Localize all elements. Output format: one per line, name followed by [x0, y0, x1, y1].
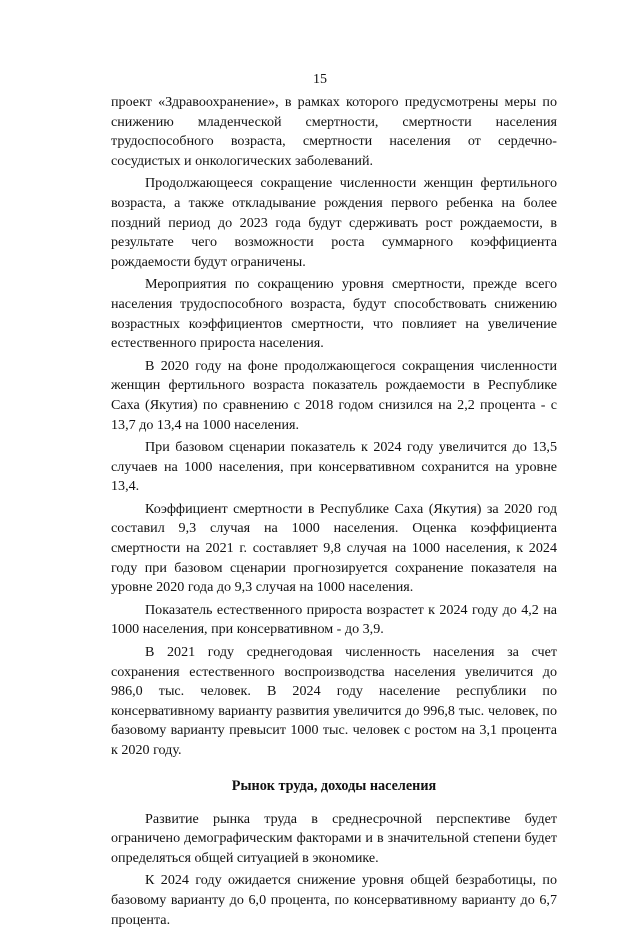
- paragraph: Продолжающееся сокращение численности женщин фертильного возраста, а также откладывание рождения первого ребенка на более поздний период до 2023 года будут сдерживать рост рождаемости, в результате чего возможности роста суммарного коэффициента рождаемости будут ограничены.: [111, 175, 557, 270]
- paragraph: Мероприятия по сокращению уровня смертности, прежде всего населения трудоспособного возраста, будут способствовать снижению возрастных коэффициентов смертности, что повлияет на увеличение естественного прироста населения.: [111, 276, 557, 352]
- paragraph: При базовом сценарии показатель к 2024 году увеличится до 13,5 случаев на 1000 населения, при консервативном сохранится на уровне 13,4.: [111, 439, 557, 495]
- paragraph: Развитие рынка труда в среднесрочной перспективе будет ограничено демографическим факторами и в значительной степени будет определяться общей ситуацией в экономике.: [111, 810, 557, 866]
- paragraph: Коэффициент смертности в Республике Саха (Якутия) за 2020 год составил 9,3 случая на 1000 населения. Оценка коэффициента смертности на 2021 г. составляет 9,8 случая на 1000 населения, к 2024 году при базовом сценарии прогнозируется сохранение показателя на уровне 2020 года до 9,3 случая на 1000 населения.: [111, 500, 557, 596]
- document-body: [111, 93, 557, 930]
- paragraph: Показатель естественного прироста возрастет к 2024 году до 4,2 на 1000 населения, при консервативном - до 3,9.: [111, 601, 557, 638]
- paragraph-continuation: проект «Здравоохранение», в рамках которого предусмотрены меры по снижению младенческой смертности, смертности населения трудоспособного возраста, смертности населения от сердечно-сосудистых и онкологических заболеваний.: [111, 94, 557, 169]
- paragraph: В 2020 году на фоне продолжающегося сокращения численности женщин фертильного возраста показатель рождаемости в Республике Саха (Якутия) по сравнению с 2018 годом снизился на 2,2 процента - с 13,7 до 13,4 на 1000 населения.: [111, 357, 557, 433]
- paragraph: В 2021 году среднегодовая численность населения за счет сохранения естественного воспроизводства населения увеличится до 986,0 тыс. человек. В 2024 году население республики по консервативному варианту развития увеличится до 996,8 тыс. человек, по базовому варианту превысит 1000 тыс. человек с ростом на 3,1 процента к 2020 году.: [111, 644, 557, 758]
- section-heading: Рынок труда, доходы населения: [231, 777, 437, 794]
- page-number: 15: [313, 72, 327, 87]
- paragraph: К 2024 году ожидается снижение уровня общей безработицы, по базовому варианту до 6,0 процента, по консервативному варианту до 6,7 процента.: [111, 872, 557, 928]
